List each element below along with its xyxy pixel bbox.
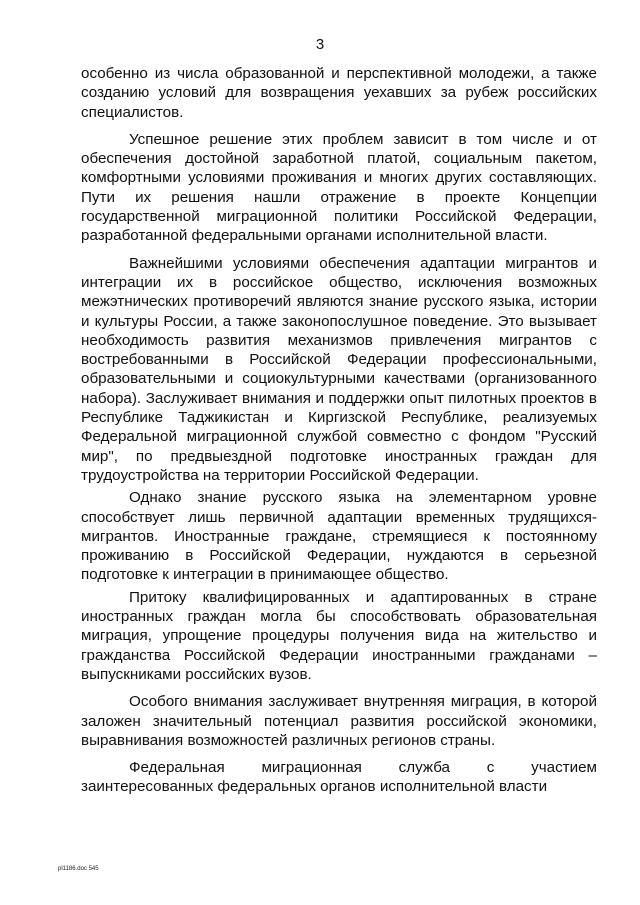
- page-number: 3: [315, 36, 325, 53]
- paragraph-language-knowledge: Однако знание русского языка на элементарном уровне способствует лишь первичной адаптации временных трудящихся-мигрантов. Иностранные граждане, стремящиеся к постоянному проживанию в Российской Федерации, нуждаются в серьезной подготовке к интеграции в принимающее общество.: [81, 489, 597, 584]
- document-body: [81, 64, 597, 797]
- paragraph-internal-migration: Особого внимания заслуживает внутренняя миграция, в которой заложен значительный потенциал развития российской экономики, выравнивания возможностей различных регионов страны.: [81, 693, 597, 749]
- paragraph-adaptation-conditions: Важнейшими условиями обеспечения адаптации мигрантов и интеграции их в российское общество, исключения возможных межэтнических противоречий являются знание русского языка, истории и культуры России, а также законопослушное поведение. Это вызывает необходимость развития механизмов привлечения мигрантов с востребованными в Российской Федерации профессиональными, образовательными и социокультурными качествами (организованного набора). Заслуживает внимания и поддержки опыт пилотных проектов в Республике Таджикистан и Киргизской Республике, реализуемых Федеральной миграционной службой совместно с фондом "Русский мир", по предвыездной подготовке иностранных граждан для трудоустройства на территории Российской Федерации.: [81, 254, 597, 484]
- footer-doc-id: pl1186.doc 545: [58, 866, 99, 872]
- paragraph-continuation: особенно из числа образованной и перспективной молодежи, а также созданию условий для возвращения уехавших за рубеж российских специалистов.: [81, 65, 597, 121]
- paragraph-educational-migration: Притоку квалифицированных и адаптированных в стране иностранных граждан могла бы способствовать образовательная миграция, упрощение процедуры получения вида на жительство и гражданства Российской Федерации иностранными гражданами – выпускниками российских вузов.: [81, 588, 597, 683]
- paragraph-solutions: Успешное решение этих проблем зависит в том числе и от обеспечения достойной заработной платой, социальным пакетом, комфортными условиями проживания и многих других составляющих. Пути их решения нашли отражение в проекте Концепции государственной миграционной политики Российской Федерации, разработанной федеральными органами исполнительной власти.: [81, 130, 597, 245]
- paragraph-federal-service: Федеральная миграционная служба с участием заинтересованных федеральных органов исполнительной власти: [81, 759, 597, 796]
